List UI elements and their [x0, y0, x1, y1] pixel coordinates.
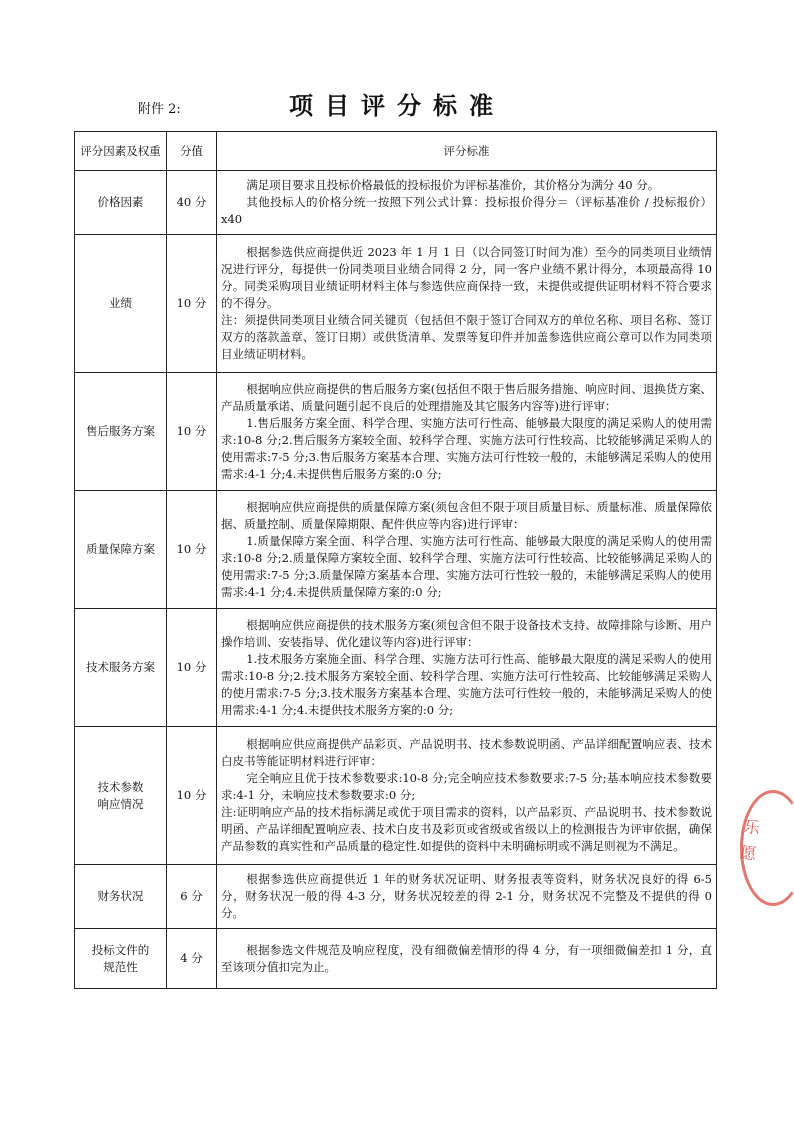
scoring-table: [74, 131, 717, 989]
criteria-paragraph: 根据响应供应商提供的质量保障方案(须包含但不限于项目质量目标、质量标准、质量保障依据、质量控制、质量保障期限、配件供应等内容)进行评审：: [221, 499, 712, 531]
criteria-paragraph: 1.质量保障方案全面、科学合理、实施方法可行性高、能够最大限度的满足采购人的使用需求:10-8 分;2.质量保障方案较全面、较科学合理、实施方法可行性较高、比较能够满足采购人的使用需求:7-5 分;3.质量保障方案基本合理、实施方法可行性较一般的，未能够满足采购人的使用需求:4-1 分;4.未提供质量保障方案的:0 分;: [221, 533, 712, 599]
attachment-label: 附件 2:: [138, 102, 181, 117]
row-factor-line: 规范性: [103, 959, 138, 974]
criteria-paragraph: 根据响应供应商提供产品彩页、产品说明书、技术参数说明函、产品详细配置响应表、技术白皮书等能证明材料进行评审：: [221, 737, 712, 768]
row-criteria: [217, 491, 717, 609]
table-row: [75, 727, 717, 865]
row-factor-line: 技术参数: [97, 779, 144, 794]
header-factor-label: 评分因素及权重: [80, 143, 161, 158]
row-factor: [75, 727, 167, 865]
seal-stamp-text: 乐愿: [739, 816, 762, 864]
table-row: [75, 373, 717, 491]
row-points: 4 分: [167, 929, 217, 989]
row-points: 10 分: [167, 727, 217, 865]
row-points: 10 分: [167, 491, 217, 609]
criteria-paragraph: 注:证明响应产品的技术指标满足或优于项目需求的资料，以产品彩页、产品说明书、技术参数说明函、产品详细配置响应表、技术白皮书及彩页或省级或省级以上的检测报告为评审依据，确保产品参数的真实性和产品质量的稳定性.如提供的资料中未明确标明或不满足则视为不满足。: [221, 805, 712, 853]
criteria-paragraph: 根据参选供应商提供近 1 年的财务状况证明、财务报表等资料，财务状况良好的得 6-5 分，财务状况一般的得 4-3 分，财务状况较差的得 2-1 分，财务状况不完整及不提供的得 0 分。: [221, 872, 712, 920]
row-criteria: [217, 929, 717, 989]
page-title: 项目评分标准: [289, 91, 505, 120]
row-factor: 质量保障方案: [75, 491, 167, 609]
criteria-paragraph: 根据响应供应商提供的售后服务方案(包括但不限于售后服务措施、响应时间、退换货方案、产品质量承诺、质量问题引起不良后的处理措施及其它服务内容等)进行评审：: [221, 381, 712, 413]
row-factor: 价格因素: [75, 171, 167, 235]
header-factor: [75, 132, 167, 171]
row-factor: [75, 929, 167, 989]
table-row: [75, 865, 717, 929]
row-criteria: [217, 235, 717, 373]
criteria-paragraph: 满足项目要求且投标价格最低的投标报价为评标基准价，其价格分为满分 40 分。: [246, 178, 660, 192]
row-factor: 业绩: [75, 235, 167, 373]
table-row: [75, 609, 717, 727]
row-criteria: [217, 373, 717, 491]
row-factor: 财务状况: [75, 865, 167, 929]
table-row: [75, 235, 717, 373]
row-points: 10 分: [167, 373, 217, 491]
row-points: 40 分: [167, 171, 217, 235]
criteria-paragraph: 其他投标人的价格分统一按照下列公式计算：投标报价得分＝（评标基准价 / 投标报价）x40: [221, 195, 712, 226]
row-points: 10 分: [167, 609, 217, 727]
criteria-paragraph: 根据参选供应商提供近 2023 年 1 月 1 日（以合同签订时间为准）至今的同类项目业绩情况进行评分，每提供一份同类项目业绩合同得 2 分，同一客户业绩不累计得分，本项最高得 10 分。同类采购项目业绩证明材料主体与参选供应商保持一致，未提供或提供证明材料不符合要求的不得分。: [221, 245, 712, 310]
row-criteria: [217, 171, 717, 235]
criteria-paragraph: 完全响应且优于技术参数要求:10-8 分;完全响应技术参数要求:7-5 分;基本响应技术参数要求:4-1 分，未响应技术参数要求:0 分;: [221, 771, 712, 802]
table-row: [75, 171, 717, 235]
row-points: 6 分: [167, 865, 217, 929]
row-criteria: [217, 609, 717, 727]
header-points: 分值: [167, 132, 217, 171]
criteria-paragraph: 1.售后服务方案全面、科学合理、实施方法可行性高、能够最大限度的满足采购人的使用需求:10-8 分;2.售后服务方案较全面、较科学合理、实施方法可行性较高、比较能够满足采购人的使用需求:7-5 分;3.售后服务方案基本合理、实施方法可行性较一般的，未能够满足采购人的使用需求:4-1 分;4.未提供售后服务方案的:0 分;: [221, 415, 712, 481]
row-points: 10 分: [167, 235, 217, 373]
criteria-paragraph: 注：须提供同类项目业绩合同关键页（包括但不限于签订合同双方的单位名称、项目名称、签订双方的落款盖章、签订日期）或供货清单、发票等复印件并加盖参选供应商公章可以作为同类项目业绩证明材料。: [221, 313, 712, 361]
table-row: [75, 491, 717, 609]
table-row: [75, 929, 717, 989]
row-factor-line: 响应情况: [97, 796, 144, 811]
header-criteria: 评分标准: [217, 132, 717, 171]
criteria-paragraph: 根据参选文件规范及响应程度，没有细微偏差情形的得 4 分，有一项细微偏差扣 1 分，直至该项分值扣完为止。: [221, 942, 712, 974]
row-factor: 技术服务方案: [75, 609, 167, 727]
row-factor-line: 投标文件的: [91, 942, 150, 957]
table-header-row: [75, 132, 717, 171]
row-criteria: [217, 727, 717, 865]
row-factor: 售后服务方案: [75, 373, 167, 491]
criteria-paragraph: 1.技术服务方案施全面、科学合理、实施方法可行性高、能够最大限度的满足采购人的使用需求:10-8 分;2.技术服务方案较全面、较科学合理、实施方法可行性较高、比较能够满足采购人的使月需求:7-5 分;3.技术服务方案基本合理、实施方法可行性较一般的，未能够满足采购人的使用需求:4-1 分;4.未提供技术服务方案的:0 分;: [221, 651, 712, 717]
criteria-paragraph: 根据响应供应商提供的技术服务方案(须包含但不限于设备技术支持、故障排除与诊断、用户操作培训、安装指导、优化建议等内容)进行评审：: [221, 617, 712, 649]
row-criteria: [217, 865, 717, 929]
